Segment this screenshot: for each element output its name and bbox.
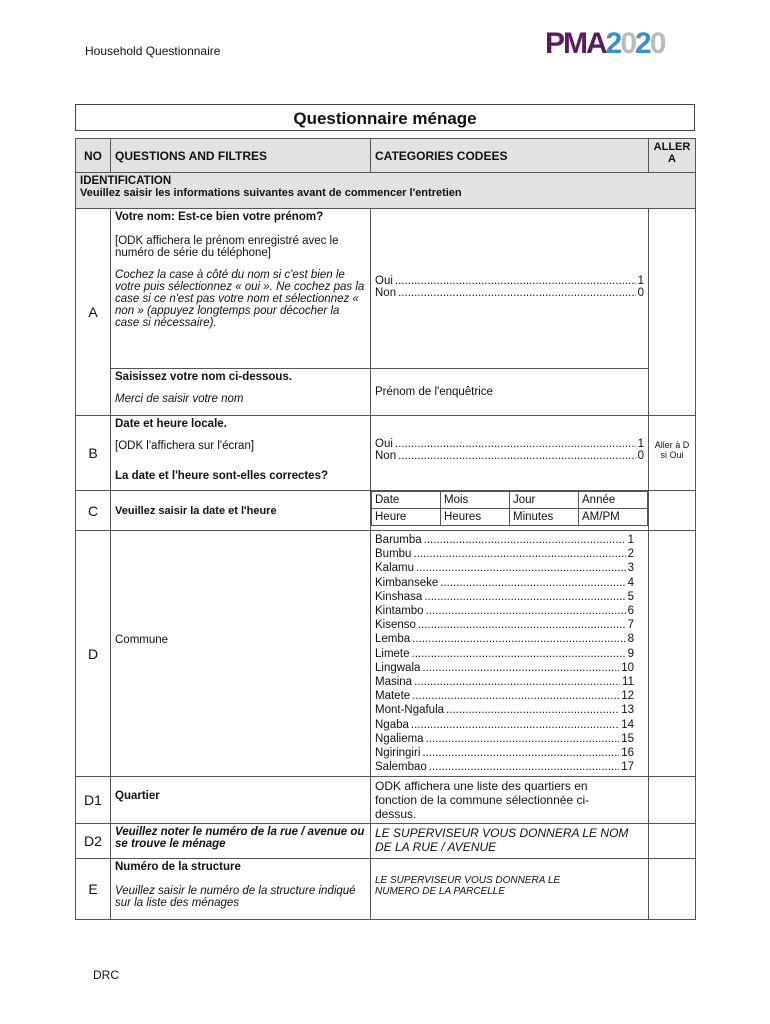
option-code: 15 — [621, 732, 634, 745]
date-time-grid — [371, 491, 648, 526]
commune-option[interactable] — [375, 703, 634, 717]
option-code: 0 — [637, 287, 644, 299]
hours-field[interactable]: Heures — [441, 509, 510, 526]
option-label: Limete — [375, 647, 410, 660]
questionnaire-table — [75, 138, 696, 920]
date-field[interactable]: Date — [372, 492, 441, 509]
row-a — [76, 209, 696, 369]
question: Veuillez noter le numéro de la rue / avenue ou se trouve le ménage — [111, 824, 371, 859]
row-no: C — [76, 491, 111, 531]
question: Date et heure locale. — [115, 418, 227, 430]
option-label: Ngaliema — [375, 732, 424, 745]
option[interactable] — [375, 287, 644, 299]
option-label: Salembao — [375, 761, 427, 774]
commune-option[interactable] — [375, 689, 634, 703]
commune-option[interactable] — [375, 632, 634, 646]
option-label: Ngiringiri — [375, 747, 421, 760]
commune-option[interactable] — [375, 618, 634, 632]
commune-options — [371, 531, 649, 777]
option-label: Masina — [375, 676, 413, 689]
option-code: 10 — [621, 661, 634, 674]
option-label: Kimbanseke — [375, 576, 439, 589]
option-label: Kinshasa — [375, 590, 423, 603]
row-a-name — [76, 369, 696, 416]
commune-option[interactable] — [375, 760, 634, 774]
commune-option[interactable] — [375, 533, 634, 547]
header-row — [76, 139, 696, 173]
instruction: [ODK affichera le prénom enregistré avec le numéro de série du téléphone] — [115, 235, 339, 259]
question: Commune — [111, 531, 371, 777]
commune-option[interactable] — [375, 746, 634, 760]
question: Numéro de la structure — [115, 861, 241, 874]
commune-option[interactable] — [375, 547, 634, 561]
option-label: Kalamu — [375, 562, 414, 575]
option-code: 17 — [621, 761, 634, 774]
option-code: 6 — [627, 605, 634, 618]
option[interactable] — [375, 450, 644, 462]
option-label: Ngaba — [375, 718, 409, 731]
option-label: Mont-Ngafula — [375, 704, 445, 717]
question: Votre nom: Est-ce bien votre prénom? — [115, 211, 324, 223]
col-questions: QUESTIONS AND FILTRES — [111, 139, 371, 173]
option-label: Non — [375, 287, 397, 299]
name-field[interactable]: Prénom de l'enquêtrice — [371, 369, 649, 416]
row-no: A — [76, 209, 111, 416]
option-code: 11 — [622, 676, 634, 689]
col-no: NO — [76, 139, 111, 173]
day-field[interactable]: Jour — [510, 492, 579, 509]
structure-field[interactable]: LE SUPERVISEUR VOUS DONNERA LE NUMERO DE LA PARCELLE — [371, 859, 649, 920]
instruction: Merci de saisir votre nom — [115, 393, 244, 405]
col-aller: ALLER A — [649, 139, 696, 173]
row-no: E — [76, 859, 111, 920]
row-b — [76, 416, 696, 491]
option-code: 13 — [621, 704, 634, 717]
row-no: D2 — [76, 824, 111, 859]
commune-option[interactable] — [375, 718, 634, 732]
option-code: 5 — [627, 590, 634, 603]
option-code: 9 — [627, 647, 634, 660]
option-label: Matete — [375, 690, 411, 703]
col-categories: CATEGORIES CODEES — [371, 139, 649, 173]
commune-option[interactable] — [375, 661, 634, 675]
option-label: Lingwala — [375, 661, 421, 674]
option-label: Oui — [375, 438, 393, 450]
row-no: B — [76, 416, 111, 491]
option-code: 14 — [621, 718, 634, 731]
pma2020-logo: PMA2020 — [545, 27, 665, 60]
row-no: D — [76, 531, 111, 777]
option-label: Kisenso — [375, 619, 416, 632]
option-code: 1 — [637, 438, 644, 450]
option-label: Bumbu — [375, 548, 412, 561]
section-title: IDENTIFICATION — [80, 175, 172, 187]
option-label: Kintambo — [375, 605, 424, 618]
commune-option[interactable] — [375, 647, 634, 661]
minutes-field[interactable]: Minutes — [510, 509, 579, 526]
commune-option[interactable] — [375, 732, 634, 746]
commune-option[interactable] — [375, 561, 634, 575]
year-field[interactable]: Année — [579, 492, 648, 509]
identification-row — [76, 173, 696, 209]
row-d2 — [76, 824, 696, 859]
option-code: 0 — [637, 450, 644, 462]
option-code: 2 — [627, 548, 634, 561]
commune-option[interactable] — [375, 604, 634, 618]
option-code: 8 — [627, 633, 634, 646]
month-field[interactable]: Mois — [441, 492, 510, 509]
street-field[interactable]: LE SUPERVISEUR VOUS DONNERA LE NOM DE LA RUE / AVENUE — [371, 824, 649, 859]
option-label: Lemba — [375, 633, 411, 646]
page-title: Questionnaire ménage — [75, 104, 695, 131]
option-code: 4 — [627, 576, 634, 589]
section-subtitle: Veuillez saisir les informations suivantes avant de commencer l'entretien — [80, 187, 462, 199]
commune-option[interactable] — [375, 576, 634, 590]
commune-option[interactable] — [375, 590, 634, 604]
option-code: 3 — [627, 562, 634, 575]
commune-option[interactable] — [375, 675, 634, 689]
instruction: Veuillez saisir le numéro de la structure indiqué sur la liste des ménages — [115, 885, 356, 910]
instruction: Cochez la case à côté du nom si c'est bien le votre puis sélectionnez « oui ». Ne cochez pas la case si ce n'est pas votre nom et sélectionnez « non » (appuyez longtemps pour décocher la case si nécessaire). — [115, 269, 365, 329]
ampm-field[interactable]: AM/PM — [579, 509, 648, 526]
option[interactable] — [375, 438, 644, 450]
option-code: 1 — [627, 534, 634, 546]
question: Quartier — [111, 777, 371, 824]
option-label: Barumba — [375, 534, 422, 546]
row-d1 — [76, 777, 696, 824]
row-e — [76, 859, 696, 920]
row-no: D1 — [76, 777, 111, 824]
option-label: Oui — [375, 275, 393, 287]
option-code: 12 — [621, 690, 634, 703]
row-c — [76, 491, 696, 531]
footer: DRC — [93, 968, 119, 982]
option-code: 16 — [621, 747, 634, 760]
instruction: ODK affichera une liste des quartiers en fonction de la commune sélectionnée ci-dessus. — [371, 777, 649, 824]
option[interactable] — [375, 275, 644, 287]
instruction: [ODK l'affichera sur l'écran] — [115, 440, 255, 452]
question: La date et l'heure sont-elles correctes? — [115, 470, 329, 482]
option-code: 7 — [627, 619, 634, 632]
row-d — [76, 531, 696, 777]
header-title: Household Questionnaire — [85, 44, 221, 58]
skip-instruction: Aller à D si Oui — [649, 416, 696, 491]
question: Veuillez saisir la date et l'heure — [111, 491, 371, 531]
time-field[interactable]: Heure — [372, 509, 441, 526]
question: Saisissez votre nom ci-dessous. — [115, 371, 293, 383]
option-code: 1 — [637, 275, 644, 287]
option-label: Non — [375, 450, 397, 462]
